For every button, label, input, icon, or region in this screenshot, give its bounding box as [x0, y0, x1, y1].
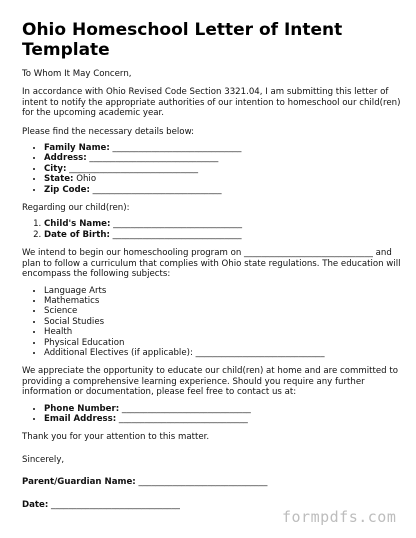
child-date-of-birth: 2. Date of Birth: ______________________________	[44, 230, 402, 240]
contact-email: • Email Address: ______________________________	[44, 414, 402, 424]
program-paragraph: We intend to begin our homeschooling program on ______________________________ and plan to follow a curriculum that complies with Ohio state regulations. The education will encompass the following subjects:	[22, 248, 401, 280]
letter-page	[22, 20, 402, 510]
subject-item: • Social Studies	[44, 317, 402, 327]
detail-zip-code: • Zip Code: ______________________________	[44, 185, 402, 195]
signature-line: Parent/Guardian Name: ______________________________	[22, 477, 268, 488]
subject-item: • Mathematics	[44, 296, 402, 306]
contact-list	[22, 404, 402, 425]
document-title: Ohio Homeschool Letter of Intent Template	[22, 20, 343, 60]
intro-paragraph: In accordance with Ohio Revised Code Section 3321.04, I am submitting this letter of intent to notify the appropriate authorities of our intention to homeschool our child(ren) for the upcoming academic year.	[22, 87, 401, 119]
detail-state: • State: Ohio	[44, 174, 402, 184]
contact-phone: • Phone Number: ______________________________	[44, 404, 402, 414]
subject-item: • Health	[44, 327, 402, 337]
child-name: 1. Child's Name: ______________________________	[44, 219, 402, 229]
detail-family-name: • Family Name: ______________________________	[44, 143, 402, 153]
subjects-list	[22, 286, 402, 359]
children-intro: Regarding our child(ren):	[22, 203, 130, 214]
subject-item: • Language Arts	[44, 286, 402, 296]
subject-item: • Additional Electives (if applicable): ______________________________	[44, 348, 402, 358]
date-line: Date: ______________________________	[22, 499, 180, 510]
detail-address: • Address: ______________________________	[44, 153, 402, 163]
subject-item: • Physical Education	[44, 338, 402, 348]
closing-line: Sincerely,	[22, 454, 65, 465]
detail-city: • City: ______________________________	[44, 164, 402, 174]
children-list	[22, 219, 402, 240]
contact-paragraph: We appreciate the opportunity to educate our child(ren) at home and are committed to providing a comprehensive learning experience. Should you require any further information or documentation, please feel free to contact us at:	[22, 366, 398, 398]
watermark-text: formpdfs.com	[282, 508, 397, 526]
thanks-line: Thank you for your attention to this matter.	[22, 432, 210, 443]
subject-item: • Science	[44, 306, 402, 316]
salutation: To Whom It May Concern,	[22, 69, 132, 79]
family-details-list	[22, 143, 402, 195]
details-intro: Please find the necessary details below:	[22, 126, 195, 137]
